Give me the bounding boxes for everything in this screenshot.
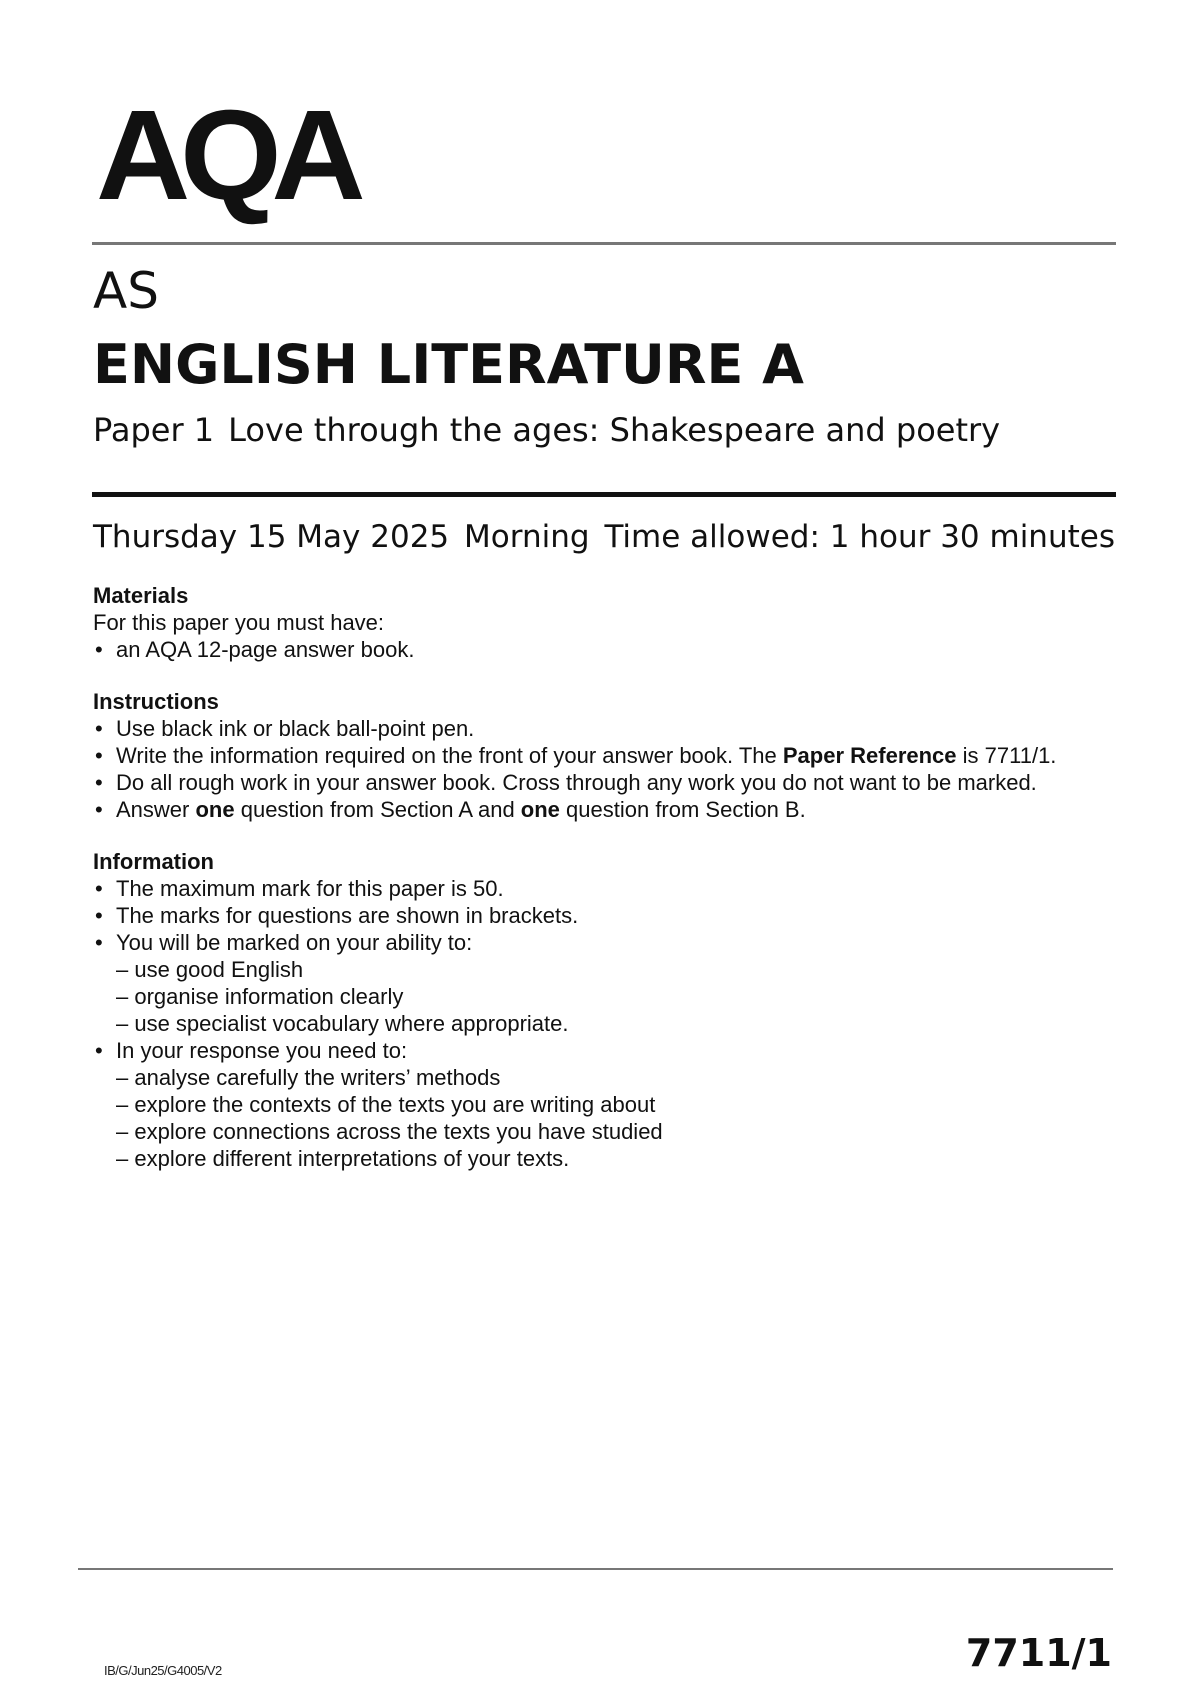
- instructions-heading: Instructions: [93, 689, 219, 714]
- emphasis-one: one: [195, 797, 235, 822]
- list-item: • You will be marked on your ability to:: [93, 929, 663, 956]
- aqa-logo: AQA: [96, 84, 356, 227]
- emphasis-one: one: [520, 797, 560, 822]
- instructions-section: [93, 688, 1056, 823]
- header-divider: [92, 242, 1116, 245]
- sub-list-item: – analyse carefully the writers’ methods: [116, 1065, 501, 1090]
- paper-code: 7711/1: [965, 1631, 1112, 1675]
- materials-section: [93, 582, 414, 663]
- list-item: [93, 742, 1056, 769]
- subject-title: ENGLISH LITERATURE A: [93, 333, 804, 396]
- paper-line: [93, 411, 1001, 449]
- list-item: [93, 796, 1056, 823]
- list-item: • Do all rough work in your answer book. Cross through any work you do not want to be marked.: [93, 769, 1056, 796]
- materials-list: [93, 636, 414, 663]
- exam-session: Morning: [464, 519, 590, 555]
- sub-list-item: – use good English: [116, 957, 304, 982]
- sub-list-item: – organise information clearly: [116, 984, 404, 1009]
- instruction-text: Write the information required on the front of your answer book. The: [116, 743, 783, 768]
- list-item: • In your response you need to:: [93, 1037, 663, 1064]
- sub-list-item: – use specialist vocabulary where appropriate.: [116, 1011, 569, 1036]
- information-heading: Information: [93, 849, 214, 874]
- paper-number: Paper 1: [93, 411, 215, 449]
- materials-intro: For this paper you must have:: [93, 610, 385, 635]
- instructions-list: [93, 715, 1056, 823]
- list-item: • The maximum mark for this paper is 50.: [93, 875, 663, 902]
- list-item: • The marks for questions are shown in brackets.: [93, 902, 663, 929]
- exam-details-row: [93, 519, 1115, 555]
- qualification-level: AS: [93, 262, 159, 320]
- instruction-text: question from Section B.: [559, 797, 806, 822]
- exam-date: Thursday 15 May 2025: [93, 519, 450, 555]
- document-reference: IB/G/Jun25/G4005/V2: [104, 1663, 222, 1678]
- instruction-text: is 7711/1.: [956, 743, 1057, 768]
- instruction-text: question from Section A and: [234, 797, 521, 822]
- sub-list-item: – explore different interpretations of your texts.: [116, 1146, 570, 1171]
- paper-title: Love through the ages: Shakespeare and poetry: [228, 411, 1001, 449]
- list-item: • Use black ink or black ball-point pen.: [93, 715, 1056, 742]
- materials-heading: Materials: [93, 583, 189, 608]
- sub-list-item: – explore the contexts of the texts you are writing about: [116, 1092, 656, 1117]
- title-divider: [92, 492, 1116, 497]
- information-section: [93, 848, 663, 1172]
- footer-divider: [78, 1568, 1113, 1570]
- information-list: [93, 875, 663, 1172]
- time-allowed: Time allowed: 1 hour 30 minutes: [604, 519, 1115, 555]
- sub-list-item: – explore connections across the texts you have studied: [116, 1119, 663, 1144]
- paper-reference-label: Paper Reference: [782, 743, 957, 768]
- list-item: • an AQA 12-page answer book.: [93, 636, 414, 663]
- instruction-text: Answer: [116, 797, 196, 822]
